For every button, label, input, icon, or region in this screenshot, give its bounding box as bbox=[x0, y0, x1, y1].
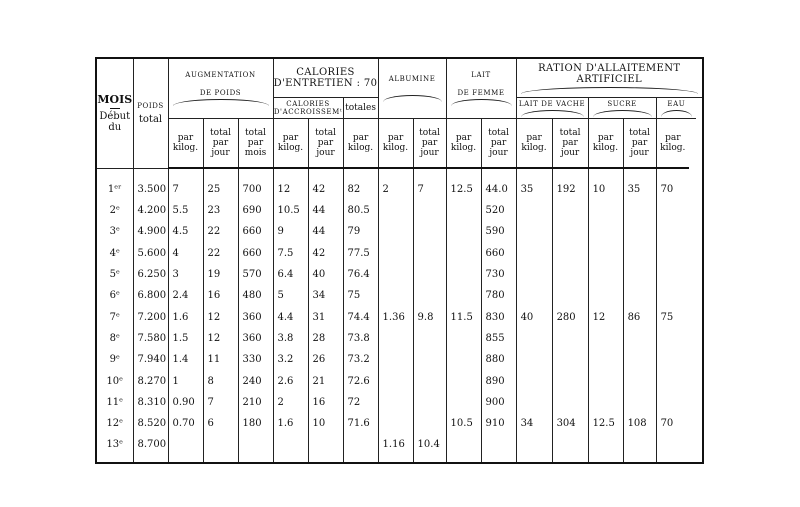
data-cell: 10.5 bbox=[446, 413, 481, 434]
data-cell bbox=[446, 434, 481, 462]
data-cell: 855 bbox=[481, 328, 516, 349]
data-cell bbox=[378, 200, 413, 221]
data-cell bbox=[623, 434, 656, 462]
data-cell bbox=[481, 434, 516, 462]
data-cell: 5.5 bbox=[168, 200, 203, 221]
nutrition-table bbox=[95, 57, 704, 464]
data-cell: 7 bbox=[203, 392, 238, 413]
data-cell bbox=[308, 434, 343, 462]
data-cell: 86 bbox=[623, 306, 656, 327]
table-row bbox=[96, 264, 703, 285]
mois-cell: 10ᵉ bbox=[96, 370, 133, 391]
subheader-cell: par kilog. bbox=[168, 119, 203, 169]
data-cell: 22 bbox=[203, 221, 238, 242]
poids-cell: 8.700 bbox=[133, 434, 168, 462]
data-cell: 26 bbox=[308, 349, 343, 370]
brace-mark bbox=[593, 110, 652, 117]
table-row bbox=[96, 168, 703, 200]
data-cell: 8 bbox=[203, 370, 238, 391]
calories-header bbox=[273, 58, 378, 98]
accroissement-label: D'ACCROISSEMᵗ bbox=[273, 108, 343, 116]
data-cell: 82 bbox=[343, 168, 378, 200]
data-cell bbox=[552, 200, 588, 221]
data-cell: 1 bbox=[168, 370, 203, 391]
subheader-cell: par kilog. bbox=[378, 119, 413, 169]
data-cell bbox=[552, 349, 588, 370]
lait-sub-label: DE FEMME bbox=[457, 89, 505, 97]
data-cell bbox=[273, 434, 308, 462]
data-cell: 304 bbox=[552, 413, 588, 434]
brace-mark bbox=[451, 99, 512, 106]
data-cell: 75 bbox=[343, 285, 378, 306]
data-cell: 16 bbox=[203, 285, 238, 306]
data-cell bbox=[656, 434, 689, 462]
data-cell bbox=[343, 434, 378, 462]
data-cell bbox=[516, 285, 552, 306]
data-cell: 210 bbox=[238, 392, 273, 413]
subheader-cell: total par mois bbox=[238, 119, 273, 169]
data-cell bbox=[623, 285, 656, 306]
data-cell bbox=[552, 264, 588, 285]
poids-cell: 3.500 bbox=[133, 168, 168, 200]
data-cell: 590 bbox=[481, 221, 516, 242]
data-cell: 10 bbox=[588, 168, 623, 200]
data-cell: 700 bbox=[238, 168, 273, 200]
data-cell: 2.6 bbox=[273, 370, 308, 391]
data-cell: 192 bbox=[552, 168, 588, 200]
data-cell: 9.8 bbox=[413, 306, 446, 327]
lait-label: LAIT bbox=[471, 71, 491, 79]
data-cell: 0.90 bbox=[168, 392, 203, 413]
eau-header bbox=[656, 98, 696, 119]
data-cell bbox=[516, 434, 552, 462]
ration-header bbox=[516, 58, 703, 98]
data-cell bbox=[516, 200, 552, 221]
data-cell bbox=[588, 434, 623, 462]
data-cell: 71.6 bbox=[343, 413, 378, 434]
data-cell: 570 bbox=[238, 264, 273, 285]
data-cell: 780 bbox=[481, 285, 516, 306]
sucre-header bbox=[588, 98, 656, 119]
data-cell: 4.4 bbox=[273, 306, 308, 327]
data-cell: 22 bbox=[203, 243, 238, 264]
data-cell: 360 bbox=[238, 328, 273, 349]
data-cell bbox=[623, 243, 656, 264]
subheader-cell: par kilog. bbox=[516, 119, 552, 169]
data-cell bbox=[588, 285, 623, 306]
data-cell bbox=[446, 221, 481, 242]
data-cell: 77.5 bbox=[343, 243, 378, 264]
poids-cell: 4.200 bbox=[133, 200, 168, 221]
data-cell bbox=[656, 264, 689, 285]
poids-label: POIDS bbox=[137, 101, 164, 110]
data-cell: 1.5 bbox=[168, 328, 203, 349]
poids-cell: 7.200 bbox=[133, 306, 168, 327]
data-cell bbox=[446, 370, 481, 391]
poids-header bbox=[133, 58, 168, 168]
data-cell: 108 bbox=[623, 413, 656, 434]
data-cell bbox=[378, 413, 413, 434]
data-cell bbox=[516, 221, 552, 242]
data-cell: 1.36 bbox=[378, 306, 413, 327]
data-cell bbox=[378, 221, 413, 242]
data-cell bbox=[588, 370, 623, 391]
brace-mark bbox=[383, 95, 442, 102]
data-cell: 2 bbox=[378, 168, 413, 200]
augmentation-label: AUGMENTATION bbox=[185, 71, 256, 79]
data-cell: 12.5 bbox=[588, 413, 623, 434]
data-cell bbox=[623, 328, 656, 349]
data-cell: 3.8 bbox=[273, 328, 308, 349]
brace-mark bbox=[521, 87, 698, 94]
data-cell: 7.5 bbox=[273, 243, 308, 264]
data-cell: 75 bbox=[656, 306, 689, 327]
data-cell: 520 bbox=[481, 200, 516, 221]
data-cell bbox=[516, 349, 552, 370]
table-row bbox=[96, 243, 703, 264]
table-row bbox=[96, 434, 703, 462]
lait-vache-label: LAIT DE VACHE bbox=[518, 99, 586, 108]
sucre-label: SUCRE bbox=[607, 99, 637, 108]
subheader-cell: total par jour bbox=[481, 119, 516, 169]
data-cell: 23 bbox=[203, 200, 238, 221]
table-row bbox=[96, 413, 703, 434]
data-cell: 12 bbox=[203, 306, 238, 327]
data-cell: 480 bbox=[238, 285, 273, 306]
data-cell bbox=[238, 434, 273, 462]
data-cell: 12 bbox=[203, 328, 238, 349]
data-cell bbox=[378, 264, 413, 285]
mois-cell: 13ᵉ bbox=[96, 434, 133, 462]
eau-label: EAU bbox=[667, 99, 686, 108]
data-cell bbox=[378, 370, 413, 391]
data-cell: 10.5 bbox=[273, 200, 308, 221]
data-cell bbox=[656, 370, 689, 391]
data-cell bbox=[413, 392, 446, 413]
table-row bbox=[96, 328, 703, 349]
albumine-header bbox=[378, 58, 446, 119]
data-cell: 240 bbox=[238, 370, 273, 391]
data-cell bbox=[446, 200, 481, 221]
data-cell: 4 bbox=[168, 243, 203, 264]
data-cell bbox=[623, 264, 656, 285]
data-cell: 31 bbox=[308, 306, 343, 327]
data-cell bbox=[378, 328, 413, 349]
data-cell: 12 bbox=[588, 306, 623, 327]
data-cell: 72.6 bbox=[343, 370, 378, 391]
data-cell bbox=[552, 285, 588, 306]
data-cell: 40 bbox=[516, 306, 552, 327]
data-cell: 280 bbox=[552, 306, 588, 327]
data-cell: 28 bbox=[308, 328, 343, 349]
data-cell: 0.70 bbox=[168, 413, 203, 434]
data-cell bbox=[446, 264, 481, 285]
data-cell bbox=[378, 285, 413, 306]
data-cell: 72 bbox=[343, 392, 378, 413]
table-body bbox=[96, 168, 703, 463]
poids-cell: 8.310 bbox=[133, 392, 168, 413]
table-row bbox=[96, 306, 703, 327]
data-cell: 10.4 bbox=[413, 434, 446, 462]
data-cell bbox=[516, 328, 552, 349]
subheader-cell: par kilog. bbox=[273, 119, 308, 169]
data-cell bbox=[588, 200, 623, 221]
data-cell: 73.8 bbox=[343, 328, 378, 349]
data-cell bbox=[588, 243, 623, 264]
data-cell bbox=[378, 243, 413, 264]
data-cell: 1.6 bbox=[273, 413, 308, 434]
data-cell: 42 bbox=[308, 168, 343, 200]
data-cell: 730 bbox=[481, 264, 516, 285]
data-cell bbox=[588, 349, 623, 370]
data-cell bbox=[168, 434, 203, 462]
data-cell bbox=[203, 434, 238, 462]
mois-label: MOIS bbox=[97, 93, 133, 107]
data-cell bbox=[656, 200, 689, 221]
data-cell: 11 bbox=[203, 349, 238, 370]
data-cell bbox=[516, 392, 552, 413]
subheader-cell: total par jour bbox=[623, 119, 656, 169]
data-cell bbox=[446, 349, 481, 370]
data-cell bbox=[413, 370, 446, 391]
data-cell bbox=[623, 392, 656, 413]
data-cell: 890 bbox=[481, 370, 516, 391]
mois-cell: 2ᵉ bbox=[96, 200, 133, 221]
lait-vache-header bbox=[516, 98, 588, 119]
ration-title: RATION D'ALLAITEMENT ARTIFICIEL bbox=[538, 62, 681, 85]
data-cell bbox=[623, 349, 656, 370]
poids-cell: 6.250 bbox=[133, 264, 168, 285]
data-cell: 16 bbox=[308, 392, 343, 413]
table-row bbox=[96, 221, 703, 242]
data-cell: 1.16 bbox=[378, 434, 413, 462]
poids-cell: 5.600 bbox=[133, 243, 168, 264]
data-cell: 7 bbox=[168, 168, 203, 200]
calories-title: CALORIES D'ENTRETIEN : 70 bbox=[273, 67, 378, 89]
data-cell bbox=[552, 392, 588, 413]
subheader-cell: par kilog. bbox=[656, 119, 689, 169]
data-cell bbox=[552, 434, 588, 462]
data-cell: 21 bbox=[308, 370, 343, 391]
data-cell bbox=[413, 243, 446, 264]
data-cell bbox=[413, 221, 446, 242]
data-cell bbox=[378, 349, 413, 370]
mois-cell: 8ᵉ bbox=[96, 328, 133, 349]
table-row bbox=[96, 370, 703, 391]
data-cell: 910 bbox=[481, 413, 516, 434]
data-cell: 70 bbox=[656, 413, 689, 434]
data-cell: 2 bbox=[273, 392, 308, 413]
data-cell bbox=[446, 328, 481, 349]
brace-mark bbox=[521, 110, 584, 117]
calories-sub-label: CALORIES bbox=[286, 100, 330, 108]
data-cell bbox=[446, 243, 481, 264]
data-cell bbox=[588, 264, 623, 285]
mois-cell: 6ᵉ bbox=[96, 285, 133, 306]
data-cell bbox=[413, 264, 446, 285]
data-cell: 35 bbox=[623, 168, 656, 200]
dash-mark bbox=[110, 108, 120, 109]
mois-cell: 12ᵉ bbox=[96, 413, 133, 434]
data-cell: 3 bbox=[168, 264, 203, 285]
data-cell: 660 bbox=[481, 243, 516, 264]
data-cell bbox=[656, 221, 689, 242]
data-cell: 10 bbox=[308, 413, 343, 434]
mois-cell: 7ᵉ bbox=[96, 306, 133, 327]
data-cell bbox=[588, 392, 623, 413]
poids-total-label: total bbox=[138, 113, 163, 125]
data-cell: 7 bbox=[413, 168, 446, 200]
subheader-cell: total par jour bbox=[203, 119, 238, 169]
data-cell: 35 bbox=[516, 168, 552, 200]
debut-label: Début du bbox=[99, 111, 131, 134]
data-cell: 660 bbox=[238, 221, 273, 242]
data-cell bbox=[656, 243, 689, 264]
data-cell: 76.4 bbox=[343, 264, 378, 285]
data-cell: 70 bbox=[656, 168, 689, 200]
poids-cell: 7.580 bbox=[133, 328, 168, 349]
table-row bbox=[96, 392, 703, 413]
table-row bbox=[96, 349, 703, 370]
mois-cell: 9ᵉ bbox=[96, 349, 133, 370]
data-cell: 900 bbox=[481, 392, 516, 413]
poids-cell: 7.940 bbox=[133, 349, 168, 370]
totales-header bbox=[343, 98, 378, 119]
data-cell: 330 bbox=[238, 349, 273, 370]
subheader-cell: total par jour bbox=[552, 119, 588, 169]
table-row bbox=[96, 285, 703, 306]
data-cell bbox=[656, 328, 689, 349]
poids-cell: 4.900 bbox=[133, 221, 168, 242]
table-row bbox=[96, 200, 703, 221]
data-cell: 44.0 bbox=[481, 168, 516, 200]
data-cell: 11.5 bbox=[446, 306, 481, 327]
data-cell: 44 bbox=[308, 221, 343, 242]
mois-cell: 3ᵉ bbox=[96, 221, 133, 242]
lait-femme-header bbox=[446, 58, 516, 119]
data-cell bbox=[413, 328, 446, 349]
data-cell: 6 bbox=[203, 413, 238, 434]
data-cell: 1.6 bbox=[168, 306, 203, 327]
data-cell bbox=[446, 285, 481, 306]
data-cell bbox=[552, 243, 588, 264]
data-cell bbox=[413, 349, 446, 370]
data-cell: 5 bbox=[273, 285, 308, 306]
albumine-label: ALBUMINE bbox=[388, 75, 436, 83]
augmentation-sub-label: DE POIDS bbox=[199, 89, 242, 97]
data-cell: 74.4 bbox=[343, 306, 378, 327]
data-cell: 180 bbox=[238, 413, 273, 434]
data-cell: 34 bbox=[308, 285, 343, 306]
accroissement-header bbox=[273, 98, 343, 119]
data-cell: 690 bbox=[238, 200, 273, 221]
data-cell bbox=[378, 392, 413, 413]
poids-cell: 8.270 bbox=[133, 370, 168, 391]
data-cell: 360 bbox=[238, 306, 273, 327]
data-cell bbox=[413, 200, 446, 221]
augmentation-header bbox=[168, 58, 273, 119]
data-cell: 1.4 bbox=[168, 349, 203, 370]
brace-mark bbox=[173, 99, 269, 106]
data-cell bbox=[413, 285, 446, 306]
data-cell bbox=[656, 349, 689, 370]
data-cell bbox=[588, 221, 623, 242]
data-cell bbox=[516, 243, 552, 264]
data-cell: 80.5 bbox=[343, 200, 378, 221]
mois-cell: 4ᵉ bbox=[96, 243, 133, 264]
subheader-cell: par kilog. bbox=[588, 119, 623, 169]
data-cell: 4.5 bbox=[168, 221, 203, 242]
data-cell: 660 bbox=[238, 243, 273, 264]
poids-cell: 8.520 bbox=[133, 413, 168, 434]
data-cell: 19 bbox=[203, 264, 238, 285]
data-cell bbox=[552, 221, 588, 242]
mois-cell: 5ᵉ bbox=[96, 264, 133, 285]
data-cell bbox=[656, 285, 689, 306]
data-cell bbox=[623, 370, 656, 391]
data-cell bbox=[656, 392, 689, 413]
data-cell: 880 bbox=[481, 349, 516, 370]
subheader-cell: par kilog. bbox=[343, 119, 378, 169]
data-cell bbox=[623, 200, 656, 221]
data-cell: 25 bbox=[203, 168, 238, 200]
data-cell bbox=[516, 264, 552, 285]
brace-mark bbox=[661, 110, 692, 117]
mois-cell: 11ᵉ bbox=[96, 392, 133, 413]
data-cell: 12 bbox=[273, 168, 308, 200]
data-cell: 34 bbox=[516, 413, 552, 434]
data-cell bbox=[516, 370, 552, 391]
subheader-cell: total par jour bbox=[308, 119, 343, 169]
data-cell bbox=[413, 413, 446, 434]
data-cell bbox=[552, 328, 588, 349]
data-cell: 44 bbox=[308, 200, 343, 221]
totales-label: totales bbox=[345, 103, 376, 113]
nutrition-table-page bbox=[95, 57, 704, 464]
data-cell: 12.5 bbox=[446, 168, 481, 200]
subheader-cell: par kilog. bbox=[446, 119, 481, 169]
data-cell: 73.2 bbox=[343, 349, 378, 370]
data-cell: 40 bbox=[308, 264, 343, 285]
data-cell: 6.4 bbox=[273, 264, 308, 285]
data-cell: 830 bbox=[481, 306, 516, 327]
data-cell: 42 bbox=[308, 243, 343, 264]
poids-cell: 6.800 bbox=[133, 285, 168, 306]
mois-cell: 1ᵉʳ bbox=[96, 168, 133, 200]
subheader-cell: total par jour bbox=[413, 119, 446, 169]
data-cell bbox=[446, 392, 481, 413]
data-cell: 9 bbox=[273, 221, 308, 242]
data-cell bbox=[588, 328, 623, 349]
data-cell bbox=[623, 221, 656, 242]
data-cell: 3.2 bbox=[273, 349, 308, 370]
data-cell: 2.4 bbox=[168, 285, 203, 306]
mois-header bbox=[96, 58, 133, 168]
data-cell: 79 bbox=[343, 221, 378, 242]
data-cell bbox=[552, 370, 588, 391]
